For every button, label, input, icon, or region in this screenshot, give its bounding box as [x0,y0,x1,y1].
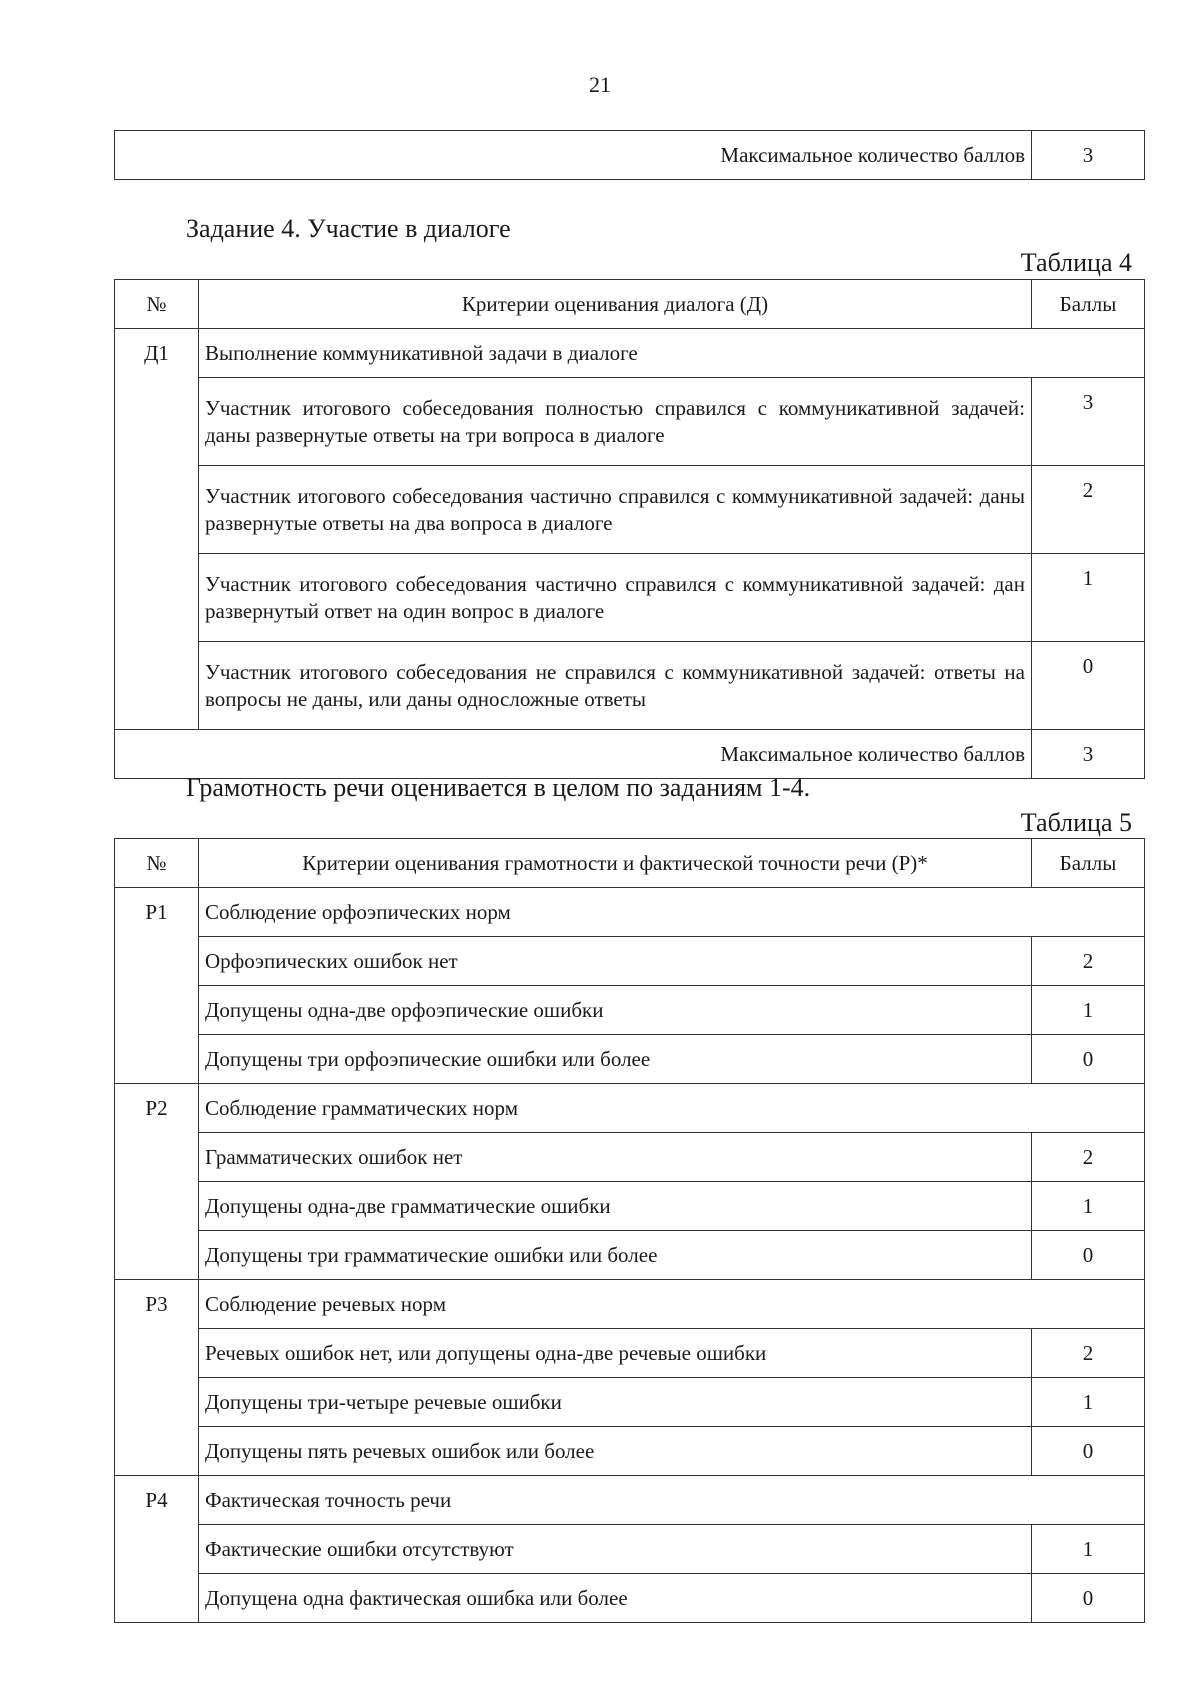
option-text: Допущены одна-две грамматические ошибки [199,1182,1032,1231]
criterion-name: Соблюдение орфоэпических норм [199,888,1145,937]
header-criteria: Критерии оценивания диалога (Д) [199,280,1032,329]
table4-header [115,280,1145,329]
criterion-option-row [115,1427,1145,1476]
table5-label: Таблица 5 [1020,808,1132,837]
option-score: 0 [1032,1427,1145,1476]
criterion-row [115,1476,1145,1525]
criterion-name: Соблюдение речевых норм [199,1280,1145,1329]
header-num: № [115,839,199,888]
option-text: Допущены три-четыре речевые ошибки [199,1378,1032,1427]
table5-header [115,839,1145,888]
header-criteria: Критерии оценивания грамотности и фактической точности речи (Р)* [199,839,1032,888]
criterion-option-row [115,1133,1145,1182]
page-number: 21 [589,72,611,97]
criterion-name: Фактическая точность речи [199,1476,1145,1525]
option-score: 0 [1032,1035,1145,1084]
option-text: Допущены одна-две орфоэпические ошибки [199,986,1032,1035]
option-text: Допущена одна фактическая ошибка или более [199,1574,1032,1623]
option-score: 1 [1032,554,1145,642]
option-text: Участник итогового собеседования не справился с коммуникативной задачей: ответы на вопросы не даны, или даны односложные ответы [199,642,1032,730]
header-num: № [115,280,199,329]
criterion-code: Р4 [115,1476,199,1623]
criterion-row [115,1280,1145,1329]
criterion-option-row [115,378,1145,466]
max-score-table [114,130,1145,180]
table4 [114,279,1145,779]
criterion-option-row [115,466,1145,554]
option-score: 0 [1032,642,1145,730]
option-text: Допущены три орфоэпические ошибки или более [199,1035,1032,1084]
option-text: Речевых ошибок нет, или допущены одна-две речевые ошибки [199,1329,1032,1378]
option-score: 1 [1032,1378,1145,1427]
option-score: 2 [1032,466,1145,554]
option-score: 2 [1032,1329,1145,1378]
table4-max-row [115,730,1145,779]
table4-max-label: Максимальное количество баллов [115,730,1032,779]
criterion-option-row [115,937,1145,986]
option-text: Участник итогового собеседования частично справился с коммуникативной задачей: даны развернутые ответы на два вопроса в диалоге [199,466,1032,554]
criterion-option-row [115,1574,1145,1623]
option-text: Орфоэпических ошибок нет [199,937,1032,986]
criterion-code: Р1 [115,888,199,1084]
criterion-option-row [115,1525,1145,1574]
criterion-option-row [115,1231,1145,1280]
table4-max-value: 3 [1032,730,1145,779]
option-score: 1 [1032,1525,1145,1574]
criterion-row [115,888,1145,937]
criterion-row [115,329,1145,378]
criterion-option-row [115,986,1145,1035]
criterion-option-row [115,1378,1145,1427]
table4-label: Таблица 4 [1020,248,1132,277]
option-text: Грамматических ошибок нет [199,1133,1032,1182]
criterion-code: Р3 [115,1280,199,1476]
header-score: Баллы [1032,280,1145,329]
criterion-option-row [115,1035,1145,1084]
criterion-code: Р2 [115,1084,199,1280]
option-score: 2 [1032,937,1145,986]
max-score-label: Максимальное количество баллов [115,131,1032,180]
max-score-value: 3 [1032,131,1145,180]
option-text: Фактические ошибки отсутствуют [199,1525,1032,1574]
task4-title: Задание 4. Участие в диалоге [186,214,511,243]
option-text: Допущены пять речевых ошибок или более [199,1427,1032,1476]
option-text: Участник итогового собеседования частично справился с коммуникативной задачей: дан развернутый ответ на один вопрос в диалоге [199,554,1032,642]
criterion-code: Д1 [115,329,199,730]
option-score: 0 [1032,1574,1145,1623]
option-score: 1 [1032,986,1145,1035]
option-score: 2 [1032,1133,1145,1182]
option-score: 3 [1032,378,1145,466]
table5 [114,838,1145,1623]
criterion-name: Выполнение коммуникативной задачи в диалоге [199,329,1145,378]
literacy-title: Грамотность речи оценивается в целом по заданиям 1-4. [186,773,811,802]
criterion-option-row [115,554,1145,642]
option-score: 0 [1032,1231,1145,1280]
criterion-option-row [115,642,1145,730]
criterion-option-row [115,1182,1145,1231]
option-text: Допущены три грамматические ошибки или более [199,1231,1032,1280]
option-score: 1 [1032,1182,1145,1231]
option-text: Участник итогового собеседования полностью справился с коммуникативной задачей: даны развернутые ответы на три вопроса в диалоге [199,378,1032,466]
header-score: Баллы [1032,839,1145,888]
criterion-row [115,1084,1145,1133]
criterion-name: Соблюдение грамматических норм [199,1084,1145,1133]
criterion-option-row [115,1329,1145,1378]
